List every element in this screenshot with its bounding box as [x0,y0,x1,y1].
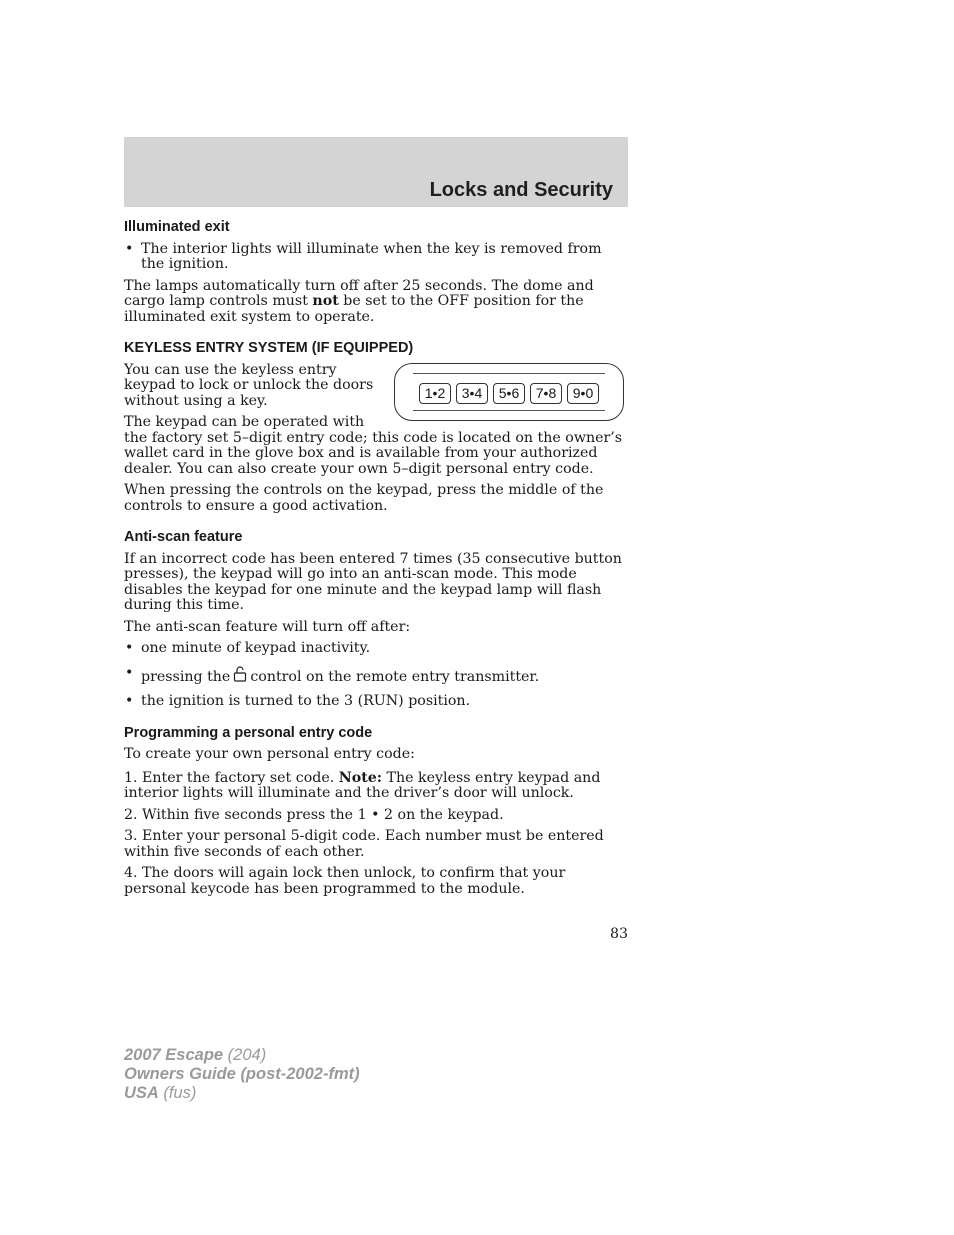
keyless-paragraph-1: You can use the keyless entry keypad to lock or unlock the doors without using a key. [124,361,374,409]
footer-model: 2007 Escape [124,1046,224,1064]
footer-line-1 [124,1046,360,1065]
programming-step-2: 2. Within five seconds press the 1 • 2 on the keypad. [124,806,504,823]
keypad-bottom-line [413,410,605,411]
footer-region-code: (fus) [158,1084,197,1102]
programming-step-3: 3. Enter your personal 5-digit code. Each number must be entered within five seconds of each other. [124,828,604,860]
keypad-key-7-8: 7•8 [530,383,562,404]
unlock-remote-icon [233,666,247,682]
heading-programming: Programming a personal entry code [124,724,373,741]
keypad-keys [419,383,599,404]
anti-scan-bullet-1: • one minute of keypad inactivity. [124,641,628,657]
text-run: be set to the OFF position for the illuminated exit system to operate. [124,293,584,325]
bold-text: not [312,293,339,309]
keypad-illustration [394,363,624,421]
keypad-key-9-0: 9•0 [567,383,599,404]
illuminated-exit-bullet: • The interior lights will illuminate when the key is removed from the ignition. [124,242,628,273]
text-run: The keyless entry keypad and interior lights will illuminate and the driver’s door will unlock. [124,769,601,801]
heading-illuminated-exit: Illuminated exit [124,219,230,235]
bold-text: Note: [338,769,383,786]
footer-line-3 [124,1084,360,1103]
document-footer [124,1046,360,1103]
illuminated-exit-paragraph [124,279,628,326]
page-number: 83 [609,926,628,942]
footer-line-2 [124,1065,360,1084]
section-title: Locks and Security [429,179,613,201]
text-run: control on the remote entry transmitter. [250,668,540,685]
anti-scan-bullet-2 [124,666,628,686]
text-run: pressing the [141,668,231,685]
text-run: The lamps automatically turn off after 25 seconds. The dome and cargo lamp controls must [124,277,594,309]
page-content [124,220,628,903]
heading-anti-scan: Anti-scan feature [124,529,243,545]
anti-scan-paragraph-2: The anti-scan feature will turn off after: [124,618,411,635]
programming-intro: To create your own personal entry code: [124,746,415,762]
keypad-top-line [413,373,605,374]
keypad-key-5-6: 5•6 [493,383,525,404]
footer-region: USA [124,1084,159,1102]
heading-keyless-entry: KEYLESS ENTRY SYSTEM (IF EQUIPPED) [124,340,414,356]
keypad-key-1-2: 1•2 [419,383,451,404]
anti-scan-bullet-3: • the ignition is turned to the 3 (RUN) position. [124,694,628,710]
keyless-paragraph-2: The keypad can be operated with the factory set 5–digit entry code; this code is located on the owner’s wallet card in the glove box and is available from your authorized dealer. You can also create your own 5–digit personal entry code. [124,414,623,477]
footer-guide: Owners Guide (post-2002-fmt) [124,1065,360,1083]
programming-step-4: 4. The doors will again lock then unlock, to confirm that your personal keycode has been programmed to the module. [124,865,566,897]
anti-scan-paragraph-1: If an incorrect code has been entered 7 times (35 consecutive button presses), the keypad will go into an anti-scan mode. This mode disables the keypad for one minute and the keypad lamp will flash during this time. [124,550,622,613]
keypad-figure [390,363,629,424]
footer-model-code: (204) [223,1046,267,1064]
programming-step-1 [124,771,628,802]
section-header-band [124,137,628,207]
keyless-paragraph-3: When pressing the controls on the keypad, press the middle of the controls to ensure a good activation. [124,482,604,514]
text-run: 1. Enter the factory set code. [124,769,339,786]
keypad-key-3-4: 3•4 [456,383,488,404]
